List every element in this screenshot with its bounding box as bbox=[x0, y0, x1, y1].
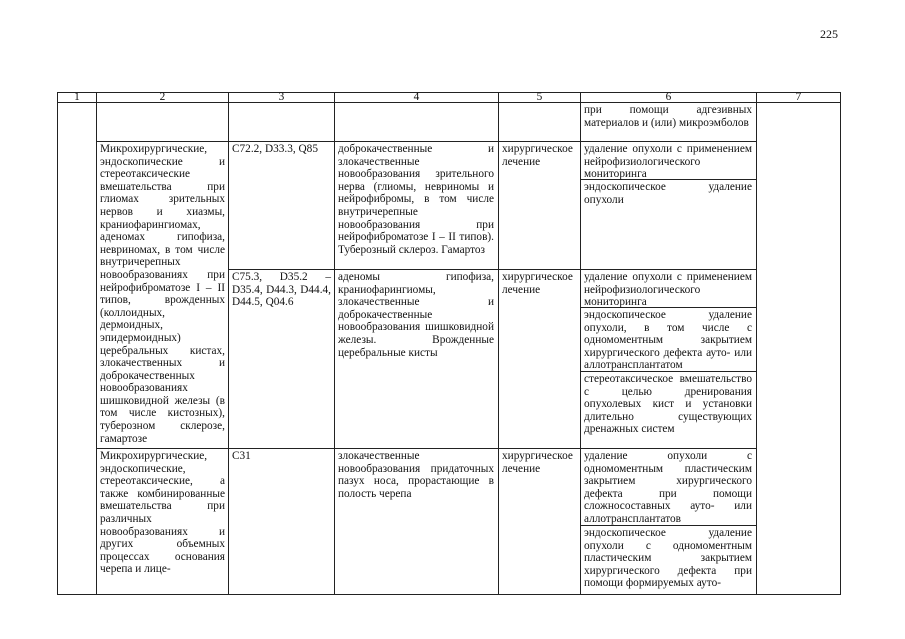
r1a-codes: C72.2, D33.3, Q85 bbox=[232, 143, 318, 155]
r1b-treatment: хирургическое лечение bbox=[502, 271, 573, 296]
r2-diagnosis: злокачественные новообразования придаточных пазух носа, прорастающие в полость черепа bbox=[338, 450, 494, 500]
r1b-codes: C75.3, D35.2 – D35.4, D44.3, D44.4, D44.5, Q04.6 bbox=[232, 271, 331, 309]
rule-bottom bbox=[57, 594, 840, 595]
header-col-5: 5 bbox=[536, 91, 543, 103]
header-col-1: 1 bbox=[74, 91, 80, 103]
r1b-method-2: эндоскопическое удаление опухоли, в том числе с одномоментным закрытием хирургического дефекта ауто- или аллотрансплантатом bbox=[584, 309, 752, 372]
header-col-4: 4 bbox=[413, 91, 420, 103]
header-col-6: 6 bbox=[665, 91, 672, 103]
r1-profile: Микрохирургические, эндоскопические и стереотаксические вмешательства при глиомах зрительных нервов и хиазмы, краниофарингиомах, аденомах гипофиза, невриномах, в том числе внутричерепных новообразованиях при нейрофиброматозе I – II типов, врожденных (коллоидных, дермоидных, эпидермоидных) церебральных кистах, злокачественных и доброкачественных новообразованиях шишковидной железы (в том числе кистозных), туберозном склерозе, гамартозе bbox=[100, 143, 225, 445]
col-line-4 bbox=[498, 92, 499, 595]
r2-codes: C31 bbox=[232, 450, 251, 462]
col-line-2 bbox=[228, 92, 229, 595]
header-col-2: 2 bbox=[159, 91, 166, 103]
col-line-1 bbox=[96, 92, 97, 595]
r2-treatment: хирургическое лечение bbox=[502, 450, 573, 475]
rule-r1-bottom bbox=[96, 448, 756, 449]
r1b-method-1: удаление опухоли с применением нейрофизиологического мониторинга bbox=[584, 271, 752, 309]
r1a-method-1: удаление опухоли с применением нейрофизиологического мониторинга bbox=[584, 143, 752, 181]
cont-method: при помощи адгезивных материалов и (или) микроэмболов bbox=[584, 104, 752, 129]
col-line-7 bbox=[840, 92, 841, 595]
r1a-method-2: эндоскопическое удаление опухоли bbox=[584, 181, 752, 206]
col-line-0 bbox=[57, 92, 58, 595]
rule-cont-bottom bbox=[96, 141, 756, 142]
r2-method-1: удаление опухоли с одномоментным пластическим закрытием хирургического дефекта при помощи сложносоставных ауто- или аллотрансплантатов bbox=[584, 450, 752, 525]
header-col-7: 7 bbox=[795, 91, 802, 103]
r1b-method-3: стереотаксическое вмешательство с целью дренирования опухолевых кист и установки длительно существующих дренажных систем bbox=[584, 373, 752, 436]
r2-profile: Микрохирургические, эндоскопические, стереотаксические, а также комбинированные вмешательства при различных новообразованиях и других объемных процессах основания черепа и лице- bbox=[100, 450, 225, 576]
rule-r1a-bottom bbox=[228, 269, 756, 270]
page-number: 225 bbox=[820, 27, 838, 41]
col-line-6 bbox=[756, 92, 757, 595]
col-line-5 bbox=[580, 92, 581, 595]
r1a-diagnosis: доброкачественные и злокачественные новообразования зрительного нерва (глиомы, невриномы и нейрофибромы, в том числе внутричерепные новообразования при нейрофиброматозе I – II типов). Туберозный склероз. Гамартоз bbox=[338, 143, 494, 256]
r1b-diagnosis: аденомы гипофиза, краниофарингиомы, злокачественные и доброкачественные новообразования шишковидной железы. Врожденные церебральные кисты bbox=[338, 271, 494, 359]
header-col-3: 3 bbox=[278, 91, 285, 103]
col-line-3 bbox=[334, 92, 335, 595]
r2-method-2: эндоскопическое удаление опухоли с одномоментным пластическим закрытием хирургического дефекта при помощи формируемых ауто- bbox=[584, 527, 752, 590]
r1a-treatment: хирургическое лечение bbox=[502, 143, 573, 168]
